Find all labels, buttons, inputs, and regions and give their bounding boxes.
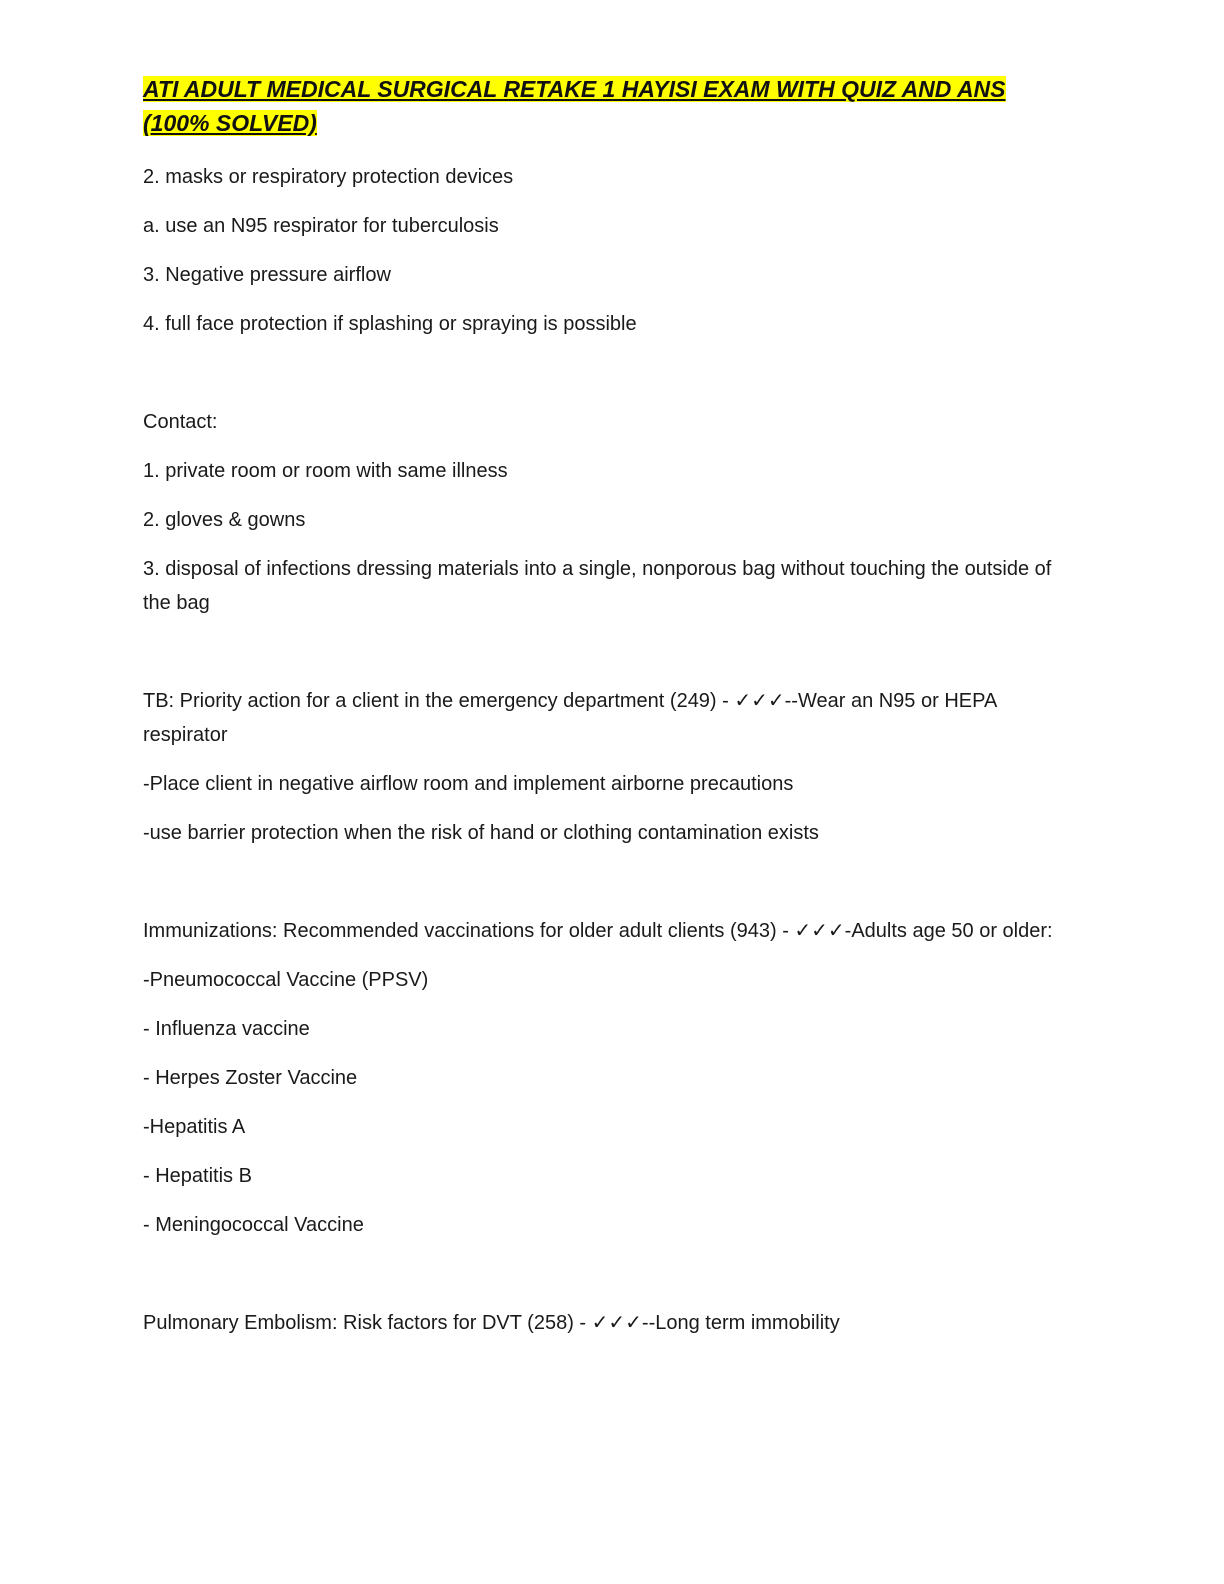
document-title-line-1: ATI ADULT MEDICAL SURGICAL RETAKE 1 HAYISI EXAM WITH QUIZ AND ANS [143,76,1006,102]
document-body [143,72,1078,1355]
list-item-pneumococcal: -Pneumococcal Vaccine (PPSV) [143,969,429,991]
paragraph-negative-airflow-room: -Place client in negative airflow room and implement airborne precautions [143,773,794,795]
paragraph-private-room: 1. private room or room with same illness [143,460,508,482]
paragraph-disposal: 3. disposal of infections dressing materials into a single, nonporous bag without touching the outside of the bag [143,558,1052,614]
paragraph-pulmonary-embolism: Pulmonary Embolism: Risk factors for DVT (258) - ✓✓✓--Long term immobility [143,1312,840,1334]
spacer [143,1257,1078,1306]
spacer [143,865,1078,914]
document-title [143,72,1078,140]
list-item-influenza: - Influenza vaccine [143,1018,310,1040]
paragraph-n95-tuberculosis: a. use an N95 respirator for tuberculosis [143,215,499,237]
paragraph-negative-pressure: 3. Negative pressure airflow [143,264,391,286]
list-item-hepatitis-a: -Hepatitis A [143,1116,246,1138]
paragraph-gloves-gowns: 2. gloves & gowns [143,509,306,531]
spacer [143,635,1078,684]
paragraph-masks: 2. masks or respiratory protection devices [143,166,514,188]
section-heading-contact: Contact: [143,411,218,433]
document-title-line-2: (100% SOLVED) [143,110,317,136]
list-item-meningococcal: - Meningococcal Vaccine [143,1214,364,1236]
paragraph-barrier-protection: -use barrier protection when the risk of hand or clothing contamination exists [143,822,819,844]
paragraph-tb-priority: TB: Priority action for a client in the emergency department (249) - ✓✓✓--Wear an N95 or HEPA respirator [143,690,997,746]
paragraph-immunizations: Immunizations: Recommended vaccinations for older adult clients (943) - ✓✓✓-Adults age 50 or older: [143,920,1053,942]
list-item-hepatitis-b: - Hepatitis B [143,1165,252,1187]
spacer [143,356,1078,405]
list-item-herpes-zoster: - Herpes Zoster Vaccine [143,1067,358,1089]
paragraph-face-protection: 4. full face protection if splashing or spraying is possible [143,313,637,335]
